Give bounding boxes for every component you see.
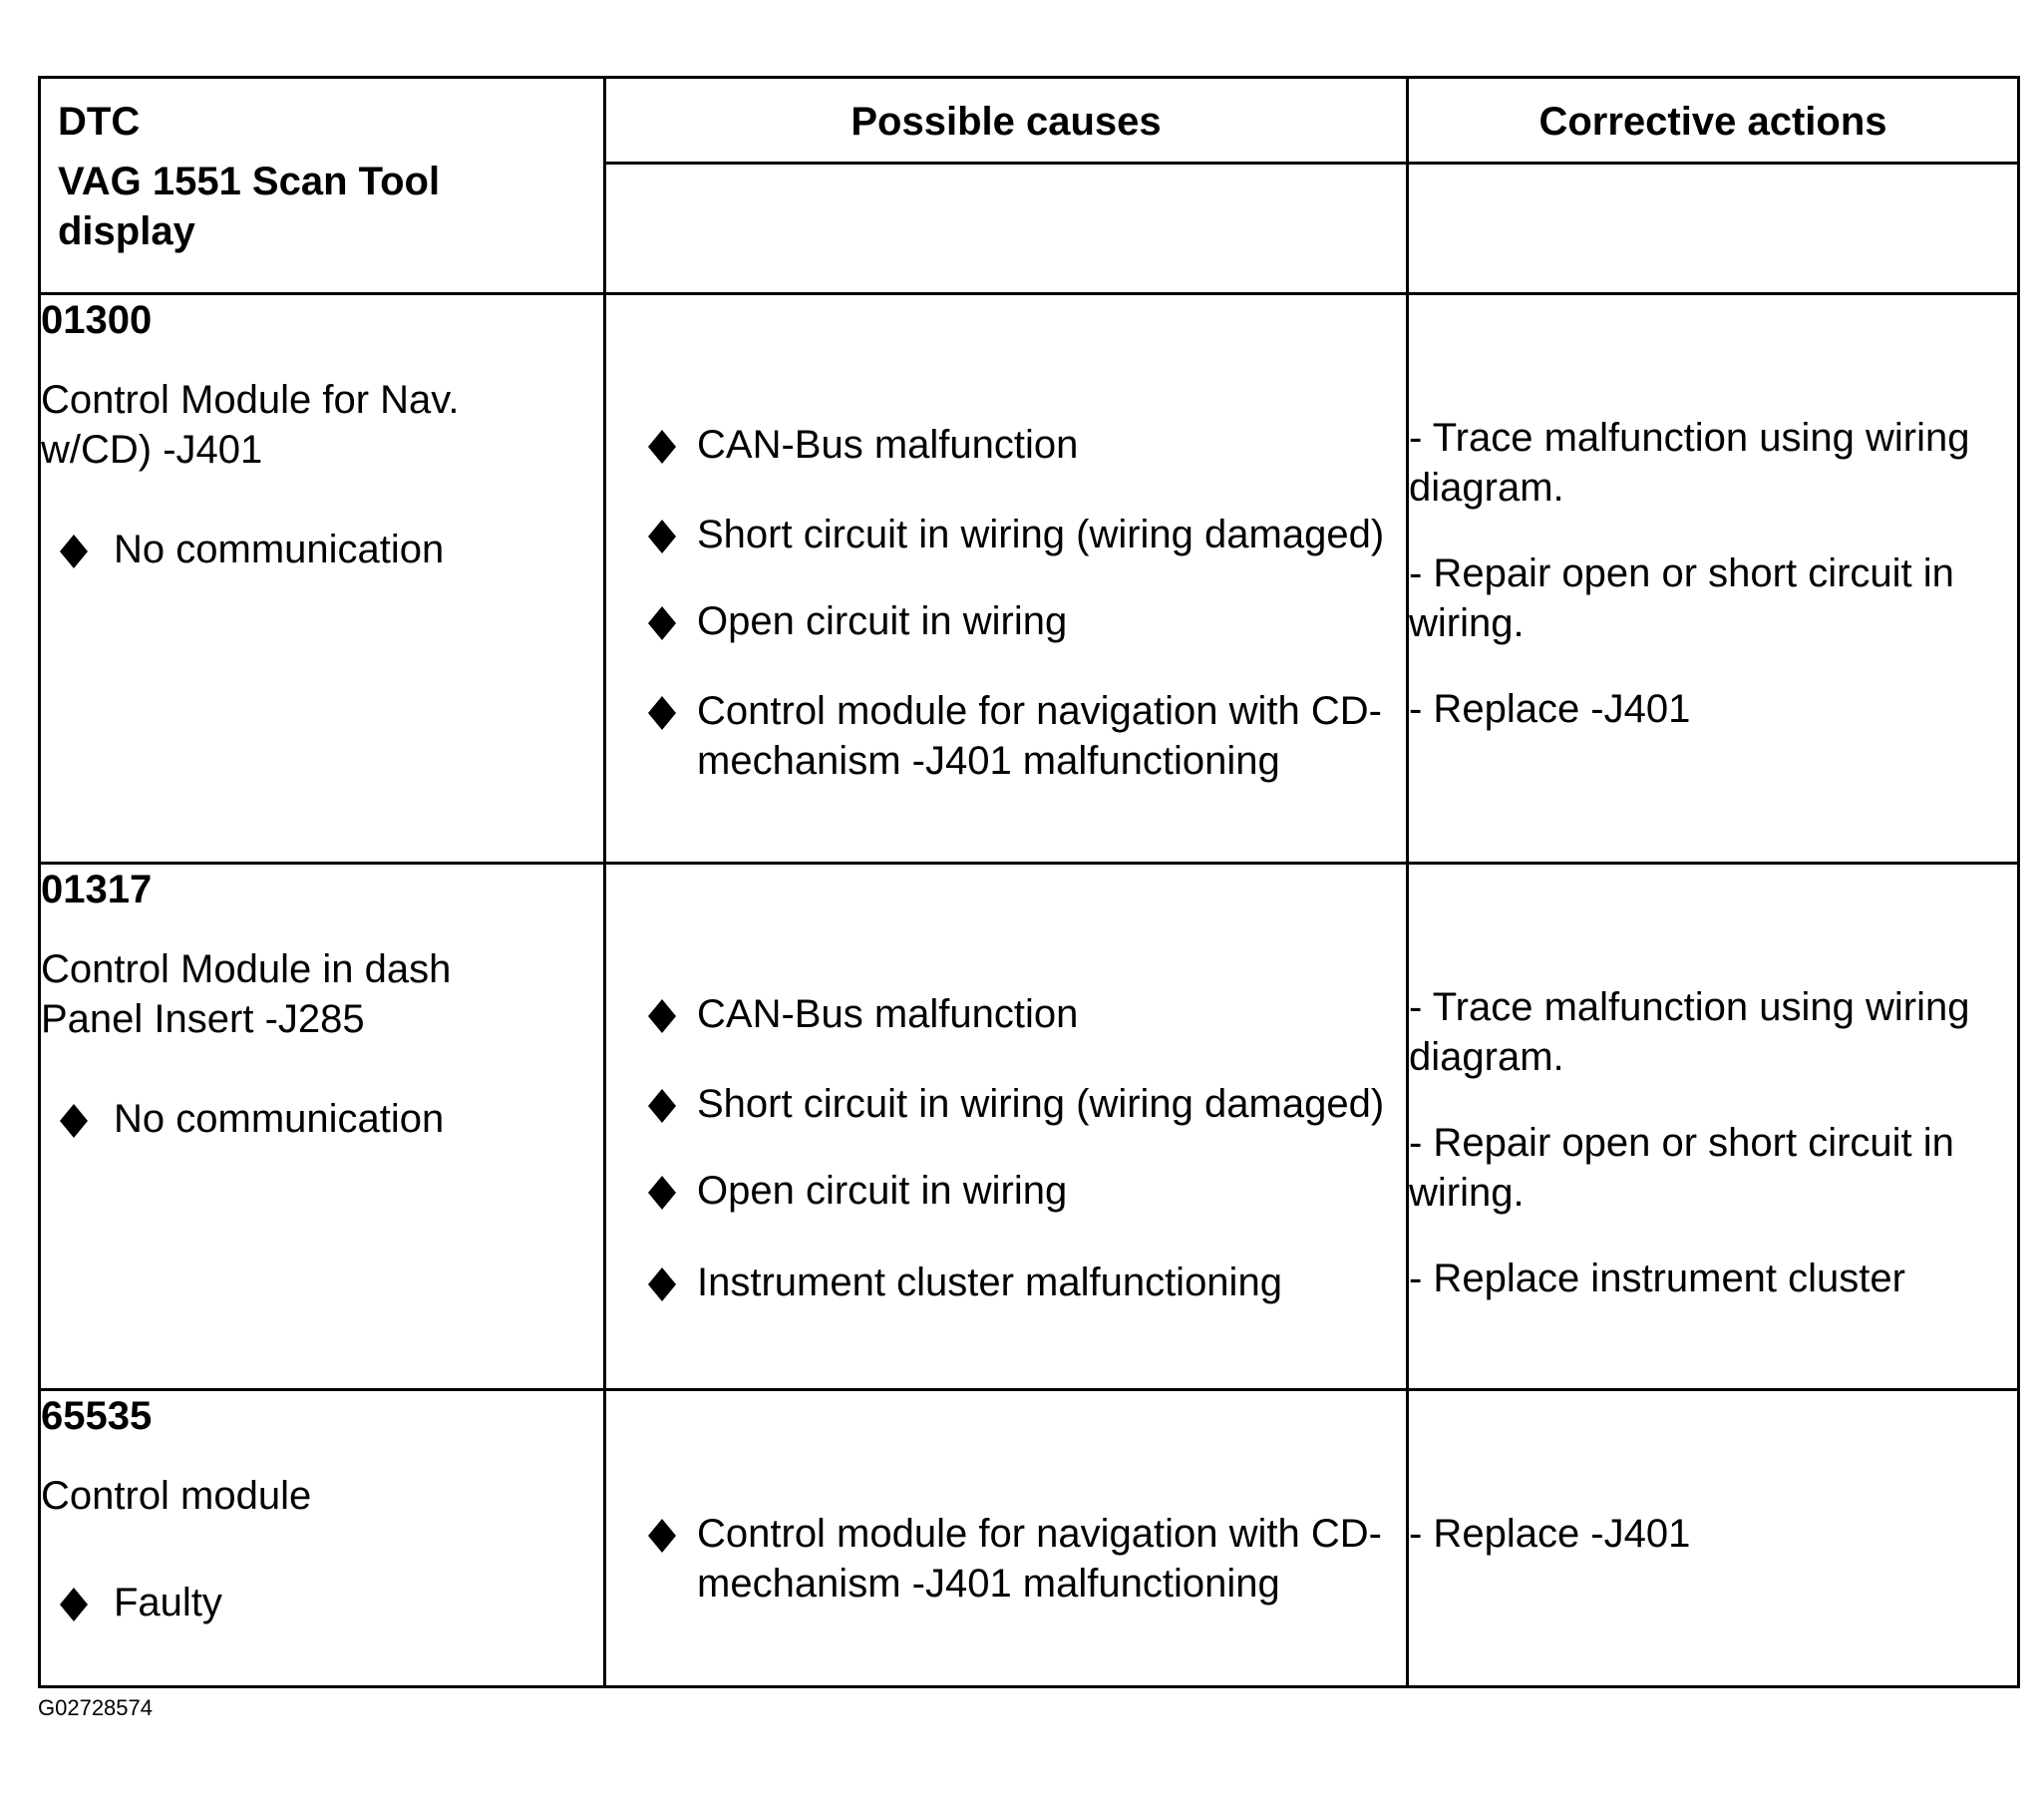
action-item: - Replace instrument cluster <box>1409 1256 1905 1301</box>
diamond-bullet-icon <box>647 606 677 640</box>
dtc-cell <box>40 864 605 1390</box>
diamond-bullet-icon <box>647 999 677 1033</box>
dtc-description: Control module <box>41 1474 312 1519</box>
actions-list <box>1409 865 2017 1303</box>
diamond-bullet-icon <box>647 430 677 464</box>
action-item: - Trace malfunction using wiring diagram. <box>1409 416 1970 511</box>
diamond-bullet-icon <box>647 1519 677 1553</box>
dtc-status <box>41 525 603 574</box>
dtc-status <box>41 1094 603 1144</box>
actions-header-cell <box>1408 78 2019 164</box>
action-item: - Repair open or short circuit in wiring. <box>1409 1121 1954 1216</box>
action-item: - Repair open or short circuit in wiring. <box>1409 551 1954 646</box>
dtc-code: 01300 <box>41 298 153 343</box>
diamond-bullet-icon <box>647 1267 677 1301</box>
cause-item: Short circuit in wiring (wiring damaged) <box>697 1079 1386 1129</box>
action-item: - Trace malfunction using wiring diagram. <box>1409 985 1970 1080</box>
table-row <box>40 864 2019 1390</box>
dtc-header: DTC <box>58 100 141 144</box>
dtc-status-text: No communication <box>114 528 445 572</box>
dtc-table <box>38 76 2020 1688</box>
header-row <box>40 78 2019 164</box>
dtc-code: 65535 <box>41 1394 153 1439</box>
causes-list <box>606 1391 1406 1609</box>
diamond-bullet-icon <box>647 520 677 553</box>
dtc-status-text: No communication <box>114 1097 445 1142</box>
cause-item: Instrument cluster malfunctioning <box>697 1257 1386 1307</box>
diamond-bullet-icon <box>59 535 89 568</box>
dtc-subheader: VAG 1551 Scan Tool display <box>58 160 441 253</box>
cause-item: CAN-Bus malfunction <box>697 989 1386 1039</box>
dtc-header-cell <box>40 78 605 294</box>
diamond-bullet-icon <box>59 1104 89 1138</box>
dtc-status <box>41 1578 603 1627</box>
causes-header-cell <box>605 78 1408 164</box>
causes-header-blank <box>605 164 1408 294</box>
actions-cell <box>1408 294 2019 864</box>
table-row <box>40 1390 2019 1687</box>
actions-list <box>1409 1391 2017 1559</box>
dtc-description: Control Module for Nav. w/CD) -J401 <box>41 378 460 473</box>
diamond-bullet-icon <box>647 1089 677 1123</box>
diamond-bullet-icon <box>647 1176 677 1210</box>
dtc-cell <box>40 1390 605 1687</box>
actions-cell <box>1408 864 2019 1390</box>
actions-header-blank <box>1408 164 2019 294</box>
action-item: - Replace -J401 <box>1409 1512 1691 1557</box>
dtc-cell <box>40 294 605 864</box>
cause-item: Short circuit in wiring (wiring damaged) <box>697 510 1386 559</box>
diamond-bullet-icon <box>59 1588 89 1621</box>
cause-item: Control module for navigation with CD-mechanism -J401 malfunctioning <box>697 686 1386 786</box>
actions-header: Corrective actions <box>1538 100 1887 144</box>
causes-cell <box>605 294 1408 864</box>
actions-list <box>1409 295 2017 734</box>
table-row <box>40 294 2019 864</box>
causes-cell <box>605 864 1408 1390</box>
dtc-description: Control Module in dash Panel Insert -J285 <box>41 947 452 1042</box>
causes-header: Possible causes <box>851 100 1162 144</box>
actions-cell <box>1408 1390 2019 1687</box>
diamond-bullet-icon <box>647 696 677 730</box>
cause-item: CAN-Bus malfunction <box>697 420 1386 470</box>
dtc-status-text: Faulty <box>114 1581 222 1625</box>
dtc-code: 01317 <box>41 868 153 912</box>
cause-item: Open circuit in wiring <box>697 1166 1386 1216</box>
causes-list <box>606 865 1406 1307</box>
causes-list <box>606 295 1406 786</box>
figure-id: G02728574 <box>38 1695 153 1720</box>
cause-item: Control module for navigation with CD-mechanism -J401 malfunctioning <box>697 1509 1386 1609</box>
action-item: - Replace -J401 <box>1409 687 1691 732</box>
cause-item: Open circuit in wiring <box>697 596 1386 646</box>
causes-cell <box>605 1390 1408 1687</box>
